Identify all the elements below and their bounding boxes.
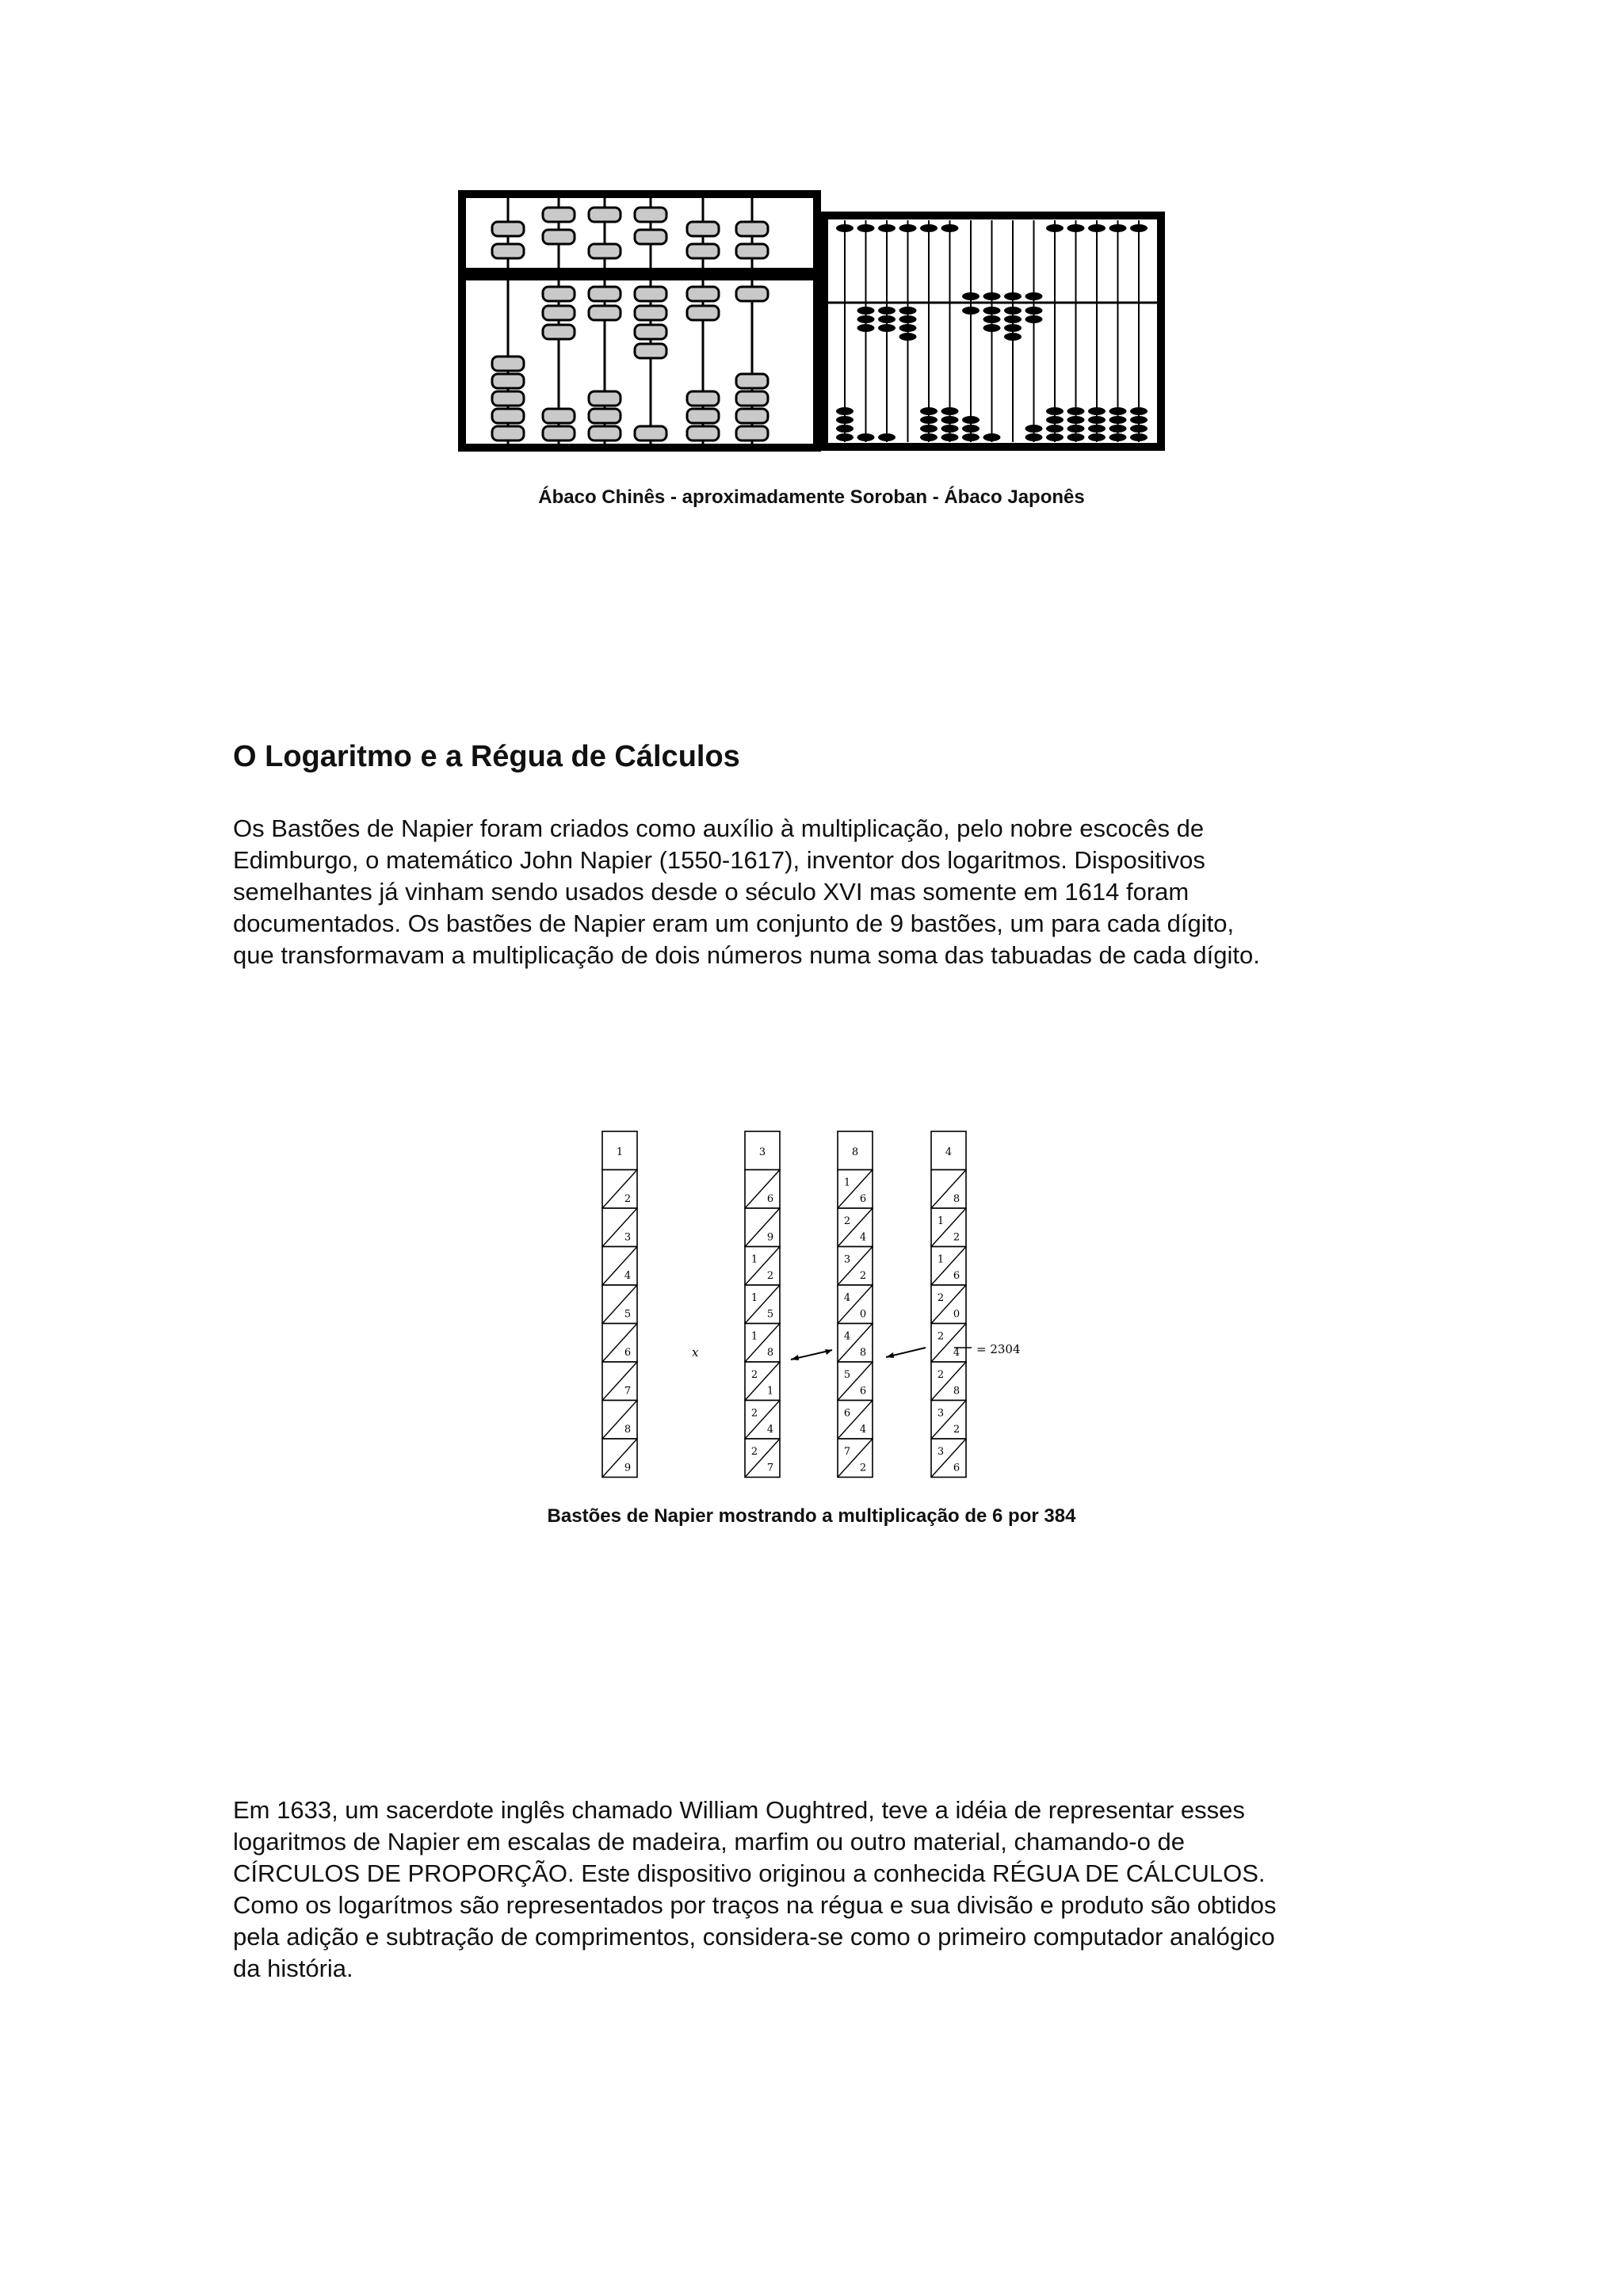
- abacus-bead: [589, 426, 621, 441]
- abacus-bead: [543, 230, 575, 244]
- paragraph-line: logaritmos de Napier em escalas de madeira, marfim ou outro material, chamando-o de: [233, 1828, 1185, 1855]
- rod-tens-digit: 2: [750, 1407, 758, 1420]
- soroban-bead: [1067, 425, 1085, 433]
- napier-rods-illustration: [579, 1129, 1054, 1501]
- abacus-bead: [736, 287, 768, 301]
- rod-tens-digit: 4: [843, 1330, 851, 1343]
- rod-units-digit: 2: [859, 1462, 867, 1474]
- rod-units-digit: 2: [953, 1424, 960, 1436]
- abacus-bead: [543, 287, 575, 301]
- rod-units-digit: 7: [624, 1385, 632, 1398]
- abacus-bead: [736, 409, 768, 423]
- rod-head-digit: 1: [616, 1146, 624, 1158]
- soroban-bead: [1130, 416, 1148, 424]
- paragraph-line: Edimburgo, o matemático John Napier (1550-1617), inventor dos logaritmos. Dispositivos: [233, 846, 1205, 874]
- abacus-bead: [589, 391, 621, 406]
- abacus-illustration: [458, 190, 1167, 452]
- times-sign: x: [692, 1345, 699, 1360]
- rod-tens-digit: 4: [843, 1292, 851, 1304]
- abacus-bead: [543, 409, 575, 423]
- rod-tens-digit: 2: [843, 1215, 851, 1227]
- soroban-bead: [878, 315, 896, 323]
- soroban-bead: [1067, 433, 1085, 441]
- abacus-bead: [589, 208, 621, 222]
- figure-caption-abacus: Ábaco Chinês - aproximadamente Soroban - Ábaco Japonês: [538, 486, 1085, 508]
- soroban-bead: [836, 224, 854, 232]
- soroban-bead: [1088, 407, 1106, 415]
- soroban-bead: [1088, 433, 1106, 441]
- abacus-bead: [635, 426, 666, 441]
- soroban-bead: [1067, 416, 1085, 424]
- rod-units-digit: 6: [624, 1347, 632, 1359]
- soroban-bead: [1130, 224, 1148, 232]
- rod-tens-digit: 7: [843, 1446, 851, 1458]
- abacus-bead: [687, 287, 719, 301]
- abacus-bead: [492, 391, 524, 406]
- abacus-bead: [687, 222, 719, 236]
- soroban-bead: [920, 425, 938, 433]
- soroban-bead: [1025, 425, 1043, 433]
- rod-tens-digit: 1: [750, 1330, 758, 1343]
- paragraph-line: Os Bastões de Napier foram criados como auxílio à multiplicação, pelo nobre escocês de: [233, 814, 1205, 842]
- rod-tens-digit: 1: [750, 1292, 758, 1304]
- soroban-bead: [1025, 307, 1043, 315]
- abacus-bead: [589, 244, 621, 258]
- paragraph-line: Como os logarítmos são representados por traços na régua e sua divisão e produto são obtidos: [233, 1891, 1277, 1919]
- soroban-bead: [1046, 407, 1064, 415]
- abacus-bead: [492, 244, 524, 258]
- rod-tens-digit: 2: [937, 1369, 945, 1381]
- soroban-bead: [857, 307, 875, 315]
- rod-units-digit: 4: [624, 1270, 632, 1282]
- paragraph-line: que transformavam a multiplicação de dois números numa soma das tabuadas de cada dígito.: [233, 941, 1260, 969]
- rod-head-digit: 3: [758, 1146, 766, 1158]
- abacus-bead: [492, 222, 524, 236]
- rod-units-digit: 0: [859, 1308, 867, 1321]
- soroban-bead: [941, 425, 959, 433]
- abacus-bead: [687, 426, 719, 441]
- abacus-bead: [736, 426, 768, 441]
- rod-tens-digit: 2: [750, 1446, 758, 1458]
- soroban-bead: [899, 224, 917, 232]
- abacus-bead: [589, 409, 621, 423]
- rod-units-digit: 6: [766, 1193, 774, 1205]
- soroban-bead: [1004, 315, 1022, 323]
- abacus-bead: [687, 244, 719, 258]
- rod-units-digit: 8: [859, 1347, 867, 1359]
- abacus-bead: [589, 306, 621, 320]
- napier-rod: [931, 1131, 966, 1478]
- soroban-bead: [1109, 433, 1127, 441]
- rod-units-digit: 2: [624, 1193, 632, 1205]
- rod-head-digit: 8: [851, 1146, 859, 1158]
- soroban-bead: [1088, 416, 1106, 424]
- rod-head-digit: 4: [945, 1146, 953, 1158]
- abacus-bead: [543, 325, 575, 339]
- rod-units-digit: 2: [766, 1270, 774, 1282]
- rod-units-digit: 4: [859, 1424, 867, 1436]
- arrow-right: [886, 1348, 926, 1358]
- soroban-bead: [983, 307, 1001, 315]
- soroban-bead: [1004, 333, 1022, 341]
- paragraph-line: CÍRCULOS DE PROPORÇÃO. Este dispositivo originou a conhecida RÉGUA DE CÁLCULOS.: [233, 1859, 1266, 1887]
- rod-units-digit: 5: [624, 1308, 632, 1321]
- rod-units-digit: 4: [859, 1231, 867, 1244]
- rod-units-digit: 2: [859, 1270, 867, 1282]
- soroban-bead: [920, 416, 938, 424]
- paragraph-line: pela adição e subtração de comprimentos, considera-se como o primeiro computador analógico: [233, 1923, 1275, 1951]
- soroban-bead: [1067, 407, 1085, 415]
- paragraph-napier-rods: [233, 813, 1422, 971]
- soroban-bead: [836, 416, 854, 424]
- rod-units-digit: 6: [859, 1193, 867, 1205]
- section-heading: O Logaritmo e a Régua de Cálculos: [233, 740, 740, 773]
- abacus-bead: [635, 344, 666, 358]
- napier-rod: [602, 1131, 637, 1478]
- soroban-bead: [1004, 292, 1022, 300]
- soroban-bead: [878, 433, 896, 441]
- soroban-bead: [857, 433, 875, 441]
- paragraph-line: semelhantes já vinham sendo usados desde o século XVI mas somente em 1614 foram: [233, 878, 1190, 906]
- abacus-bead: [687, 409, 719, 423]
- rod-units-digit: 8: [766, 1347, 774, 1359]
- paragraph-line: da história.: [233, 1955, 353, 1982]
- rod-units-digit: 7: [766, 1462, 774, 1474]
- soroban-bead: [920, 433, 938, 441]
- rod-units-digit: 1: [766, 1385, 774, 1398]
- rod-units-digit: 9: [766, 1231, 774, 1244]
- soroban-bead: [1109, 224, 1127, 232]
- soroban-bead: [941, 224, 959, 232]
- soroban-bead: [962, 416, 980, 424]
- abacus-bead: [543, 208, 575, 222]
- soroban-bead: [1109, 425, 1127, 433]
- abacus-bead: [687, 391, 719, 406]
- soroban-bead: [983, 292, 1001, 300]
- rod-units-digit: 4: [766, 1424, 774, 1436]
- soroban-bead: [962, 425, 980, 433]
- soroban-bead: [836, 407, 854, 415]
- rod-tens-digit: 1: [937, 1253, 945, 1266]
- soroban-bead: [1025, 315, 1043, 323]
- abacus-bead: [635, 208, 666, 222]
- soroban-bead: [836, 433, 854, 441]
- soroban-bead: [899, 324, 917, 332]
- rod-tens-digit: 2: [937, 1292, 945, 1304]
- rod-units-digit: 3: [624, 1231, 632, 1244]
- abacus-bead: [543, 306, 575, 320]
- soroban-bead: [1130, 433, 1148, 441]
- abacus-bead: [736, 391, 768, 406]
- abacus-bead: [492, 426, 524, 441]
- soroban-bead: [1088, 425, 1106, 433]
- soroban-bead: [899, 315, 917, 323]
- soroban-bead: [1004, 324, 1022, 332]
- abacus-bead: [736, 244, 768, 258]
- rod-units-digit: 8: [953, 1193, 960, 1205]
- result-label: = 2304: [976, 1342, 1021, 1356]
- soroban-bead: [962, 433, 980, 441]
- abacus-bead: [492, 357, 524, 371]
- soroban-bead: [1004, 307, 1022, 315]
- paragraph-line: Em 1633, um sacerdote inglês chamado William Oughtred, teve a idéia de representar esses: [233, 1796, 1245, 1824]
- soroban-bead: [1046, 224, 1064, 232]
- soroban-bead: [857, 315, 875, 323]
- rod-tens-digit: 1: [843, 1177, 851, 1189]
- napier-rods: [602, 1131, 966, 1478]
- soroban-bead: [983, 315, 1001, 323]
- rod-units-digit: 8: [953, 1385, 960, 1398]
- abacus-bead: [635, 306, 666, 320]
- rod-tens-digit: 3: [843, 1253, 851, 1266]
- rod-units-digit: 2: [953, 1231, 960, 1244]
- rod-units-digit: 6: [953, 1462, 960, 1474]
- soroban-bead: [1130, 425, 1148, 433]
- soroban-bead: [983, 324, 1001, 332]
- soroban-bead: [1046, 425, 1064, 433]
- soroban-bead: [941, 433, 959, 441]
- figure-caption-napier: Bastões de Napier mostrando a multiplicação de 6 por 384: [547, 1505, 1076, 1527]
- abacus-bead: [736, 374, 768, 388]
- soroban-bead: [857, 224, 875, 232]
- rod-units-digit: 6: [953, 1270, 960, 1282]
- soroban-bead: [920, 224, 938, 232]
- napier-rod: [838, 1131, 873, 1478]
- rod-tens-digit: 6: [843, 1407, 851, 1420]
- rod-tens-digit: 2: [937, 1330, 945, 1343]
- soroban-bead: [941, 416, 959, 424]
- rod-units-digit: 4: [953, 1347, 960, 1359]
- rod-tens-digit: 5: [843, 1369, 851, 1381]
- soroban-bead: [1067, 224, 1085, 232]
- abacus-bead: [635, 287, 666, 301]
- abacus-bead: [589, 287, 621, 301]
- rod-units-digit: 9: [624, 1462, 632, 1474]
- abacus-bead: [635, 230, 666, 244]
- soroban-bead: [962, 307, 980, 315]
- soroban-bead: [878, 307, 896, 315]
- paragraph-slide-rule: [233, 1794, 1422, 1985]
- rod-units-digit: 8: [624, 1424, 632, 1436]
- rod-units-digit: 0: [953, 1308, 960, 1321]
- soroban-bead: [1025, 433, 1043, 441]
- soroban-bead: [1109, 407, 1127, 415]
- soroban-bead: [899, 307, 917, 315]
- arrow-left: [791, 1349, 832, 1360]
- abacus-bead: [543, 426, 575, 441]
- rod-tens-digit: 2: [750, 1369, 758, 1381]
- rod-tens-digit: 1: [750, 1253, 758, 1266]
- soroban-bead: [962, 292, 980, 300]
- abacus-bead: [492, 374, 524, 388]
- soroban-bead: [1088, 224, 1106, 232]
- abacus-bead: [687, 306, 719, 320]
- soroban-bead: [878, 324, 896, 332]
- soroban-bead: [1130, 407, 1148, 415]
- soroban-bead: [1025, 292, 1043, 300]
- soroban-bead: [1046, 416, 1064, 424]
- rod-tens-digit: 1: [937, 1215, 945, 1227]
- abacus-bead: [492, 409, 524, 423]
- rod-tens-digit: 3: [937, 1446, 945, 1458]
- rod-units-digit: 5: [766, 1308, 774, 1321]
- abacus-bead: [635, 325, 666, 339]
- rod-units-digit: 6: [859, 1385, 867, 1398]
- soroban-bead: [899, 333, 917, 341]
- soroban-bead: [1109, 416, 1127, 424]
- soroban-bead: [878, 224, 896, 232]
- abacus-bead: [736, 222, 768, 236]
- soroban-bead: [983, 433, 1001, 441]
- napier-rod: [745, 1131, 780, 1478]
- soroban-bead: [941, 407, 959, 415]
- soroban-bead: [836, 425, 854, 433]
- rod-tens-digit: 3: [937, 1407, 945, 1420]
- soroban-bead: [857, 324, 875, 332]
- soroban-bead: [920, 407, 938, 415]
- soroban-bead: [1046, 433, 1064, 441]
- paragraph-line: documentados. Os bastões de Napier eram um conjunto de 9 bastões, um para cada dígito,: [233, 910, 1235, 937]
